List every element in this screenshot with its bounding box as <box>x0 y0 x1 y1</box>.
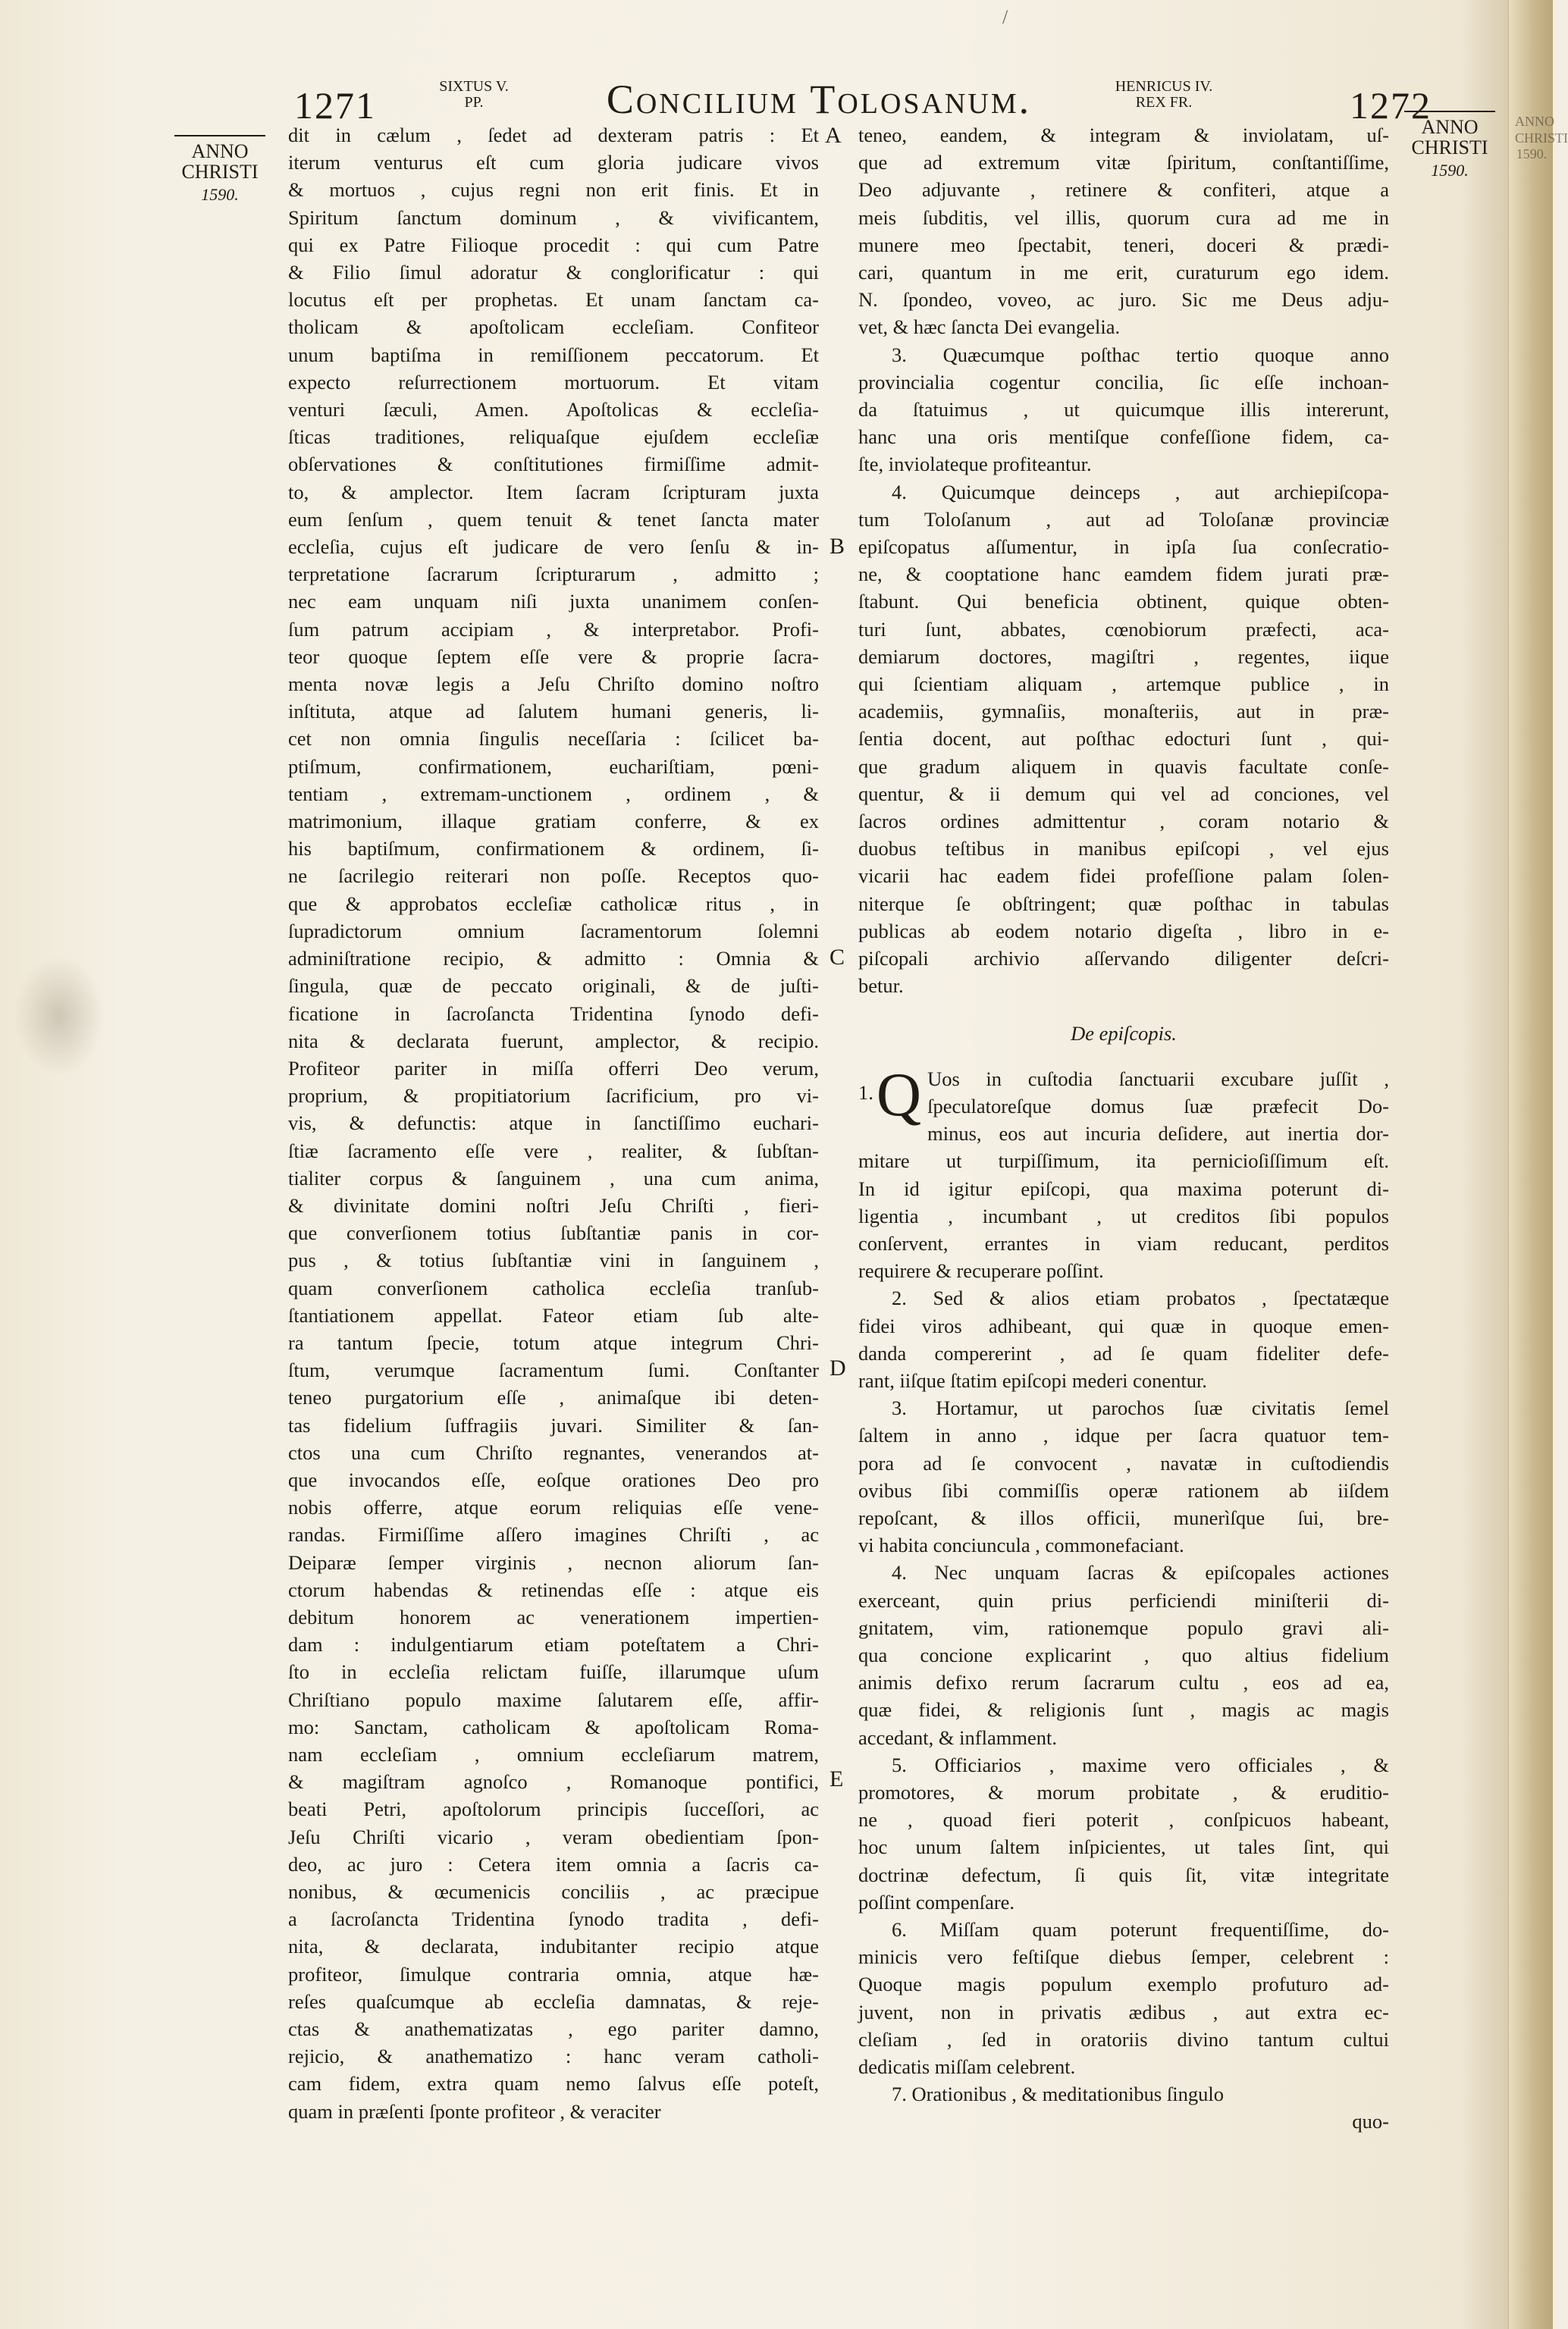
text-line: 2. Sed & alios etiam probatos , ſpectatæque <box>892 1287 1389 1310</box>
text-line: teneo, eandem, & integram & inviolatam, uſ- <box>858 124 1389 146</box>
text-line: que ad extremum vitæ ſpiritum, conſtantiſſime, <box>858 151 1389 174</box>
text-line: profiteor, ſimulque contraria omnia, atque hæ- <box>288 1962 819 1986</box>
text-line: cleſiam , ſed in oratoriis divino tantum cultui <box>858 2027 1389 2051</box>
text-line: academiis, gymnaſiis, monaſteriis, aut in præ- <box>858 700 1389 723</box>
text-line: nonibus, & œcumenicis conciliis , ac præcipue <box>288 1880 819 1903</box>
edge-label-2: CHRISTI <box>1515 130 1568 146</box>
text-line: nec eam unquam niſi juxta unanimem conſen- <box>288 590 819 613</box>
text-line: proprium, & propitiatorium ſacrificium, pro vi- <box>288 1084 819 1108</box>
text-line: ſaltem in anno , idque per ſacra quatuor tem- <box>858 1424 1389 1447</box>
text-line: qui ſcientiam aliquam , artemque publice , in <box>858 672 1389 696</box>
text-line: exerceant, quin prius perficiendi miniſterii di- <box>858 1588 1389 1612</box>
text-line: & magiſtram agnoſco , Romanoque pontifici, <box>288 1770 819 1794</box>
text-line: unum baptiſma in remiſſionem peccatorum. Et <box>288 343 819 366</box>
text-line: gnitatem, vim, rationemque populo gravi ali- <box>858 1616 1389 1639</box>
text-line: tialiter corpus & ſanguinem , una cum anima, <box>288 1166 819 1190</box>
margin-note-right <box>1404 111 1495 179</box>
text-line: teneo purgatorium eſſe , animaſque ibi deten- <box>288 1386 819 1409</box>
text-line: nita & declarata fuerunt, amplector, & recipio. <box>288 1029 819 1052</box>
text-line: ovibus ſibi commiſſis operæ rationem ab iiſdem <box>858 1478 1389 1502</box>
text-line: vis, & defunctis: atque in ſanctiſſimo euchari- <box>288 1111 819 1135</box>
text-line: 3. Quæcumque poſthac tertio quoque anno <box>892 343 1389 366</box>
text-line: ſingula, quæ de peccato originali, & de juſti- <box>288 974 819 998</box>
text-line: poſſint compenſare. <box>858 1890 1015 1914</box>
text-line: Quoque magis populum exemplo profuturo ad- <box>858 1973 1389 1996</box>
text-line: quæ fidei, & religionis ſunt , magis ac magis <box>858 1698 1389 1722</box>
text-line: Spiritum ſanctum dominum , & vivificantem, <box>288 205 819 229</box>
text-line: requirere & recuperare poſſint. <box>858 1259 1104 1283</box>
text-line: conſervent, errantes in viam reducant, perditos <box>858 1231 1389 1255</box>
text-line: nam eccleſiam , omnium eccleſiarum matrem, <box>288 1742 819 1766</box>
text-line: menta novæ legis a Jeſu Chriſto domino noſtro <box>288 672 819 696</box>
text-line: ne , quoad fieri poterit , conſpicuos habeant, <box>858 1808 1389 1832</box>
header-note-left-line1: SIXTUS V. <box>439 78 509 95</box>
text-line: tholicam & apoſtolicam eccleſiam. Confiteor <box>288 315 819 339</box>
facing-page-edge <box>1508 0 1553 2329</box>
text-line: expecto reſurrectionem mortuorum. Et vitam <box>288 370 819 393</box>
text-line: promotores, & morum probitate , & eruditio- <box>858 1780 1389 1804</box>
text-line: qua concione explicarint , quo altius fidelium <box>858 1643 1389 1666</box>
text-line: ficatione in ſacroſancta Tridentina ſynodo defi- <box>288 1002 819 1025</box>
chapter-number: 1. <box>858 1080 873 1104</box>
text-line: Profiteor pariter in miſſa offerri Deo verum, <box>288 1056 819 1080</box>
text-line: cam fidem, extra quam nemo ſalvus eſſe poteſt, <box>288 2072 819 2095</box>
text-line: ſtabunt. Qui beneficia obtinent, quique obten- <box>858 590 1389 613</box>
text-line: danda compererint , ad ſe quam fideliter defe- <box>858 1341 1389 1365</box>
text-line: beati Petri, apoſtolorum principis ſucceſſori, ac <box>288 1798 819 1821</box>
text-line: quam converſionem catholica eccleſia tranſub- <box>288 1276 819 1299</box>
text-line: ſentia docent, aut poſthac edocturi ſunt , qui- <box>858 727 1389 751</box>
margin-left-year: 1590. <box>201 184 239 204</box>
text-line: fidei viros adhibeant, qui quæ in quoque emen- <box>858 1314 1389 1337</box>
text-line: eccleſia, cujus eſt judicare de vero ſenſu & in- <box>288 535 819 559</box>
chapter-opening <box>858 1059 1389 1129</box>
text-line: tas fidelium ſuffragiis juvari. Similiter & ſan- <box>288 1413 819 1437</box>
text-line: ctorum habendas & retinendas eſſe : atque eis <box>288 1578 819 1601</box>
text-line: tentiam , extremam-unctionem , ordinem , & <box>288 782 819 805</box>
text-line: munere meo ſpectabit, teneri, doceri & prædi- <box>858 233 1389 256</box>
text-line: rejicio, & anathematizo : hanc veram catholi- <box>288 2045 819 2068</box>
bishops-chapter <box>858 1059 1389 2136</box>
text-line: & mortuos , cujus regni non erit finis. Et in <box>288 178 819 202</box>
top-mark: / <box>1002 6 1008 28</box>
text-line: Deo adjuvante , retinere & confiteri, atque a <box>858 178 1389 202</box>
header-note-right <box>1099 79 1228 111</box>
text-line: adminiſtratione recipio, & admitto : Omnia & <box>288 947 819 970</box>
text-line: ctas & anathematizatas , ego pariter damno, <box>288 2017 819 2041</box>
text-line: nobis offerre, atque eorum reliquias eſſe vene- <box>288 1496 819 1519</box>
header-note-right-line1: HENRICUS IV. <box>1115 78 1213 95</box>
text-line: accedant, & inflamment. <box>858 1726 1057 1749</box>
section-marker-d: D <box>829 1356 846 1381</box>
section-marker-c: C <box>829 945 845 970</box>
text-line: 4. Nec unquam ſacras & epiſcopales actiones <box>892 1561 1389 1585</box>
text-line: Deiparæ ſemper virginis , necnon aliorum ſan- <box>288 1550 819 1574</box>
text-line: cari, quantum in me erit, curaturum ego idem. <box>858 261 1389 284</box>
text-line: mo: Sanctam, catholicam & apoſtolicam Roma- <box>288 1715 819 1738</box>
text-line: vicarii hac eadem fidei profeſſione palam ſolen- <box>858 864 1389 888</box>
text-line: minus, eos aut incuria deſidere, aut inertia dor- <box>927 1122 1389 1146</box>
text-line: rant, iiſque ſtatim epiſcopi mederi conentur. <box>858 1368 1207 1392</box>
text-line: dedicatis miſſam celebrent. <box>858 2055 1076 2079</box>
text-line: randas. Firmiſſime aſſero imagines Chriſti , ac <box>288 1523 819 1547</box>
text-line: Chriſtiano populo maxime ſalutarem eſſe, affir- <box>288 1688 819 1711</box>
text-line: ctos una cum Chriſto regnantes, venerandos at- <box>288 1440 819 1464</box>
text-line: provincialia cogentur concilia, ſic eſſe inchoan- <box>858 370 1389 393</box>
text-line: & Filio ſimul adoratur & conglorificatur : qui <box>288 261 819 284</box>
text-line: obſervationes & conſtitutiones firmiſſime admit- <box>288 453 819 476</box>
text-line: dam : indulgentiarum etiam poteſtatem a Chri- <box>288 1633 819 1657</box>
header-note-right-line2: REX FR. <box>1135 94 1193 111</box>
text-line: 7. Orationibus , & meditationibus ſingulo <box>892 2083 1224 2106</box>
text-line: ne ſacrilegio reiterari non poſſe. Receptos quo- <box>288 864 819 888</box>
paper-stain <box>14 955 105 1077</box>
text-line: que & approbatos eccleſiæ catholicæ ritus , in <box>288 892 819 915</box>
text-line: ligentia , incumbant , ut creditos ſibi populos <box>858 1204 1389 1227</box>
text-line: publicas ab eodem notario digeſta , libro in e- <box>858 919 1389 942</box>
text-line: juvent, non in privatis ædibus , aut extra ec- <box>858 2000 1389 2023</box>
text-line: matrimonium, illaque gratiam conferre, & ex <box>288 810 819 833</box>
text-line: ſticas traditiones, reliquaſque ejuſdem eccleſiæ <box>288 425 819 449</box>
opening-line-1: Uos in cuſtodia ſanctuarii excubare juſſit , <box>927 1067 1389 1090</box>
text-line: ſum patrum accipiam , & interpretabor. Profi- <box>288 617 819 641</box>
text-line: betur. <box>858 974 904 998</box>
section-title-de-episcopis: De epiſcopis. <box>1071 1021 1177 1045</box>
text-line: meis ſubditis, vel illis, quorum cura ad me in <box>858 205 1389 229</box>
text-line: que invocandos eſſe, eoſque orationes Deo pro <box>288 1468 819 1491</box>
text-line: animis defixo rerum ſacrarum cultu , eos ad ea, <box>858 1671 1389 1694</box>
margin-right-year: 1590. <box>1431 160 1469 180</box>
text-line: N. ſpondeo, voveo, ac juro. Sic me Deus adju- <box>858 288 1389 312</box>
text-line: 4. Quicumque deinceps , aut archiepiſcopa- <box>892 480 1389 503</box>
text-line: 5. Officiarios , maxime vero officiales , & <box>892 1753 1389 1776</box>
text-line: que converſionem totius ſubſtantiæ panis in cor- <box>288 1221 819 1245</box>
text-line: ſupradictorum omnium ſacramentorum ſolemni <box>288 919 819 942</box>
margin-left-label2: CHRISTI <box>181 161 259 183</box>
text-line: que gradum aliquem in quavis facultate conſe- <box>858 754 1389 778</box>
drop-capital: Q <box>876 1059 922 1129</box>
text-line: demiarum doctores, magiſtri , regentes, iique <box>858 644 1389 668</box>
section-marker-e: E <box>829 1766 844 1791</box>
text-line: inſtituta, atque ad ſalutem humani generis, li- <box>288 700 819 723</box>
text-line: 6. Miſſam quam poterunt frequentiſſime, do- <box>892 1918 1389 1941</box>
margin-note-left <box>174 135 265 203</box>
edge-label-1: ANNO <box>1515 114 1554 129</box>
text-line: to, & amplector. Item ſacram ſcripturam juxta <box>288 480 819 503</box>
text-line: ſtiæ ſacramento eſſe vere , realiter, & ſubſtan- <box>288 1139 819 1162</box>
page-number-right: 1272 <box>1350 84 1432 127</box>
text-line: qui ex Patre Filioque procedit : qui cum Patre <box>288 233 819 256</box>
text-line: a ſacroſancta Tridentina ſynodo tradita , defi- <box>288 1907 819 1931</box>
text-line: quam in præſenti ſponte profiteor , & veraciter <box>288 2099 661 2123</box>
catchword: quo- <box>1352 2110 1389 2133</box>
text-line: ne, & cooptatione hanc eamdem fidem jurati præ- <box>858 563 1389 586</box>
text-line: Jeſu Chriſti vicario , veram obedientiam ſpon- <box>288 1825 819 1848</box>
text-line: hanc una oris mentiſque confeſſione fidem, ca- <box>858 425 1389 449</box>
text-line: vet, & hæc ſancta Dei evangelia. <box>858 315 1121 339</box>
text-line: teor quoque ſeptem eſſe vere & proprie ſacra- <box>288 644 819 668</box>
chapter-body <box>858 1120 1389 2108</box>
text-line: cet non omnia ſingulis neceſſaria : ſcilicet ba- <box>288 727 819 751</box>
text-line: debitum honorem ac venerationem impertien- <box>288 1605 819 1628</box>
text-line: dit in cælum , ſedet ad dexteram patris : Et <box>288 124 819 146</box>
text-line: pus , & totius ſubſtantiæ vini in ſanguinem , <box>288 1249 819 1272</box>
text-line: iterum venturus eſt cum gloria judicare vivos <box>288 151 819 174</box>
text-line: eum ſenſum , quem tenuit & tenet ſancta mater <box>288 507 819 531</box>
text-line: ſacros ordines admittentur , coram notario & <box>858 810 1389 833</box>
opening-line-2: ſpeculatoreſque domus ſuæ præfecit Do- <box>927 1094 1389 1117</box>
text-line: pora ad ſe convocent , navatæ in cuſtodiendis <box>858 1451 1389 1475</box>
text-column-right <box>858 121 1389 2136</box>
edge-year: 1590. <box>1516 146 1548 162</box>
text-line: ſtantiationem appellat. Fateor etiam ſub alte- <box>288 1303 819 1327</box>
text-line: doctrinæ defectum, ſi quis ſit, vitæ integritate <box>858 1863 1389 1886</box>
text-line: & divinitate domini noſtri Jeſu Chriſti , fieri- <box>288 1193 819 1217</box>
text-line: niterque ſe obſtringent; quæ poſthac in tabulas <box>858 892 1389 915</box>
text-line: repoſcant, & illos officii, munerìſque ſui, bre- <box>858 1506 1389 1529</box>
section-marker-a: A <box>825 123 842 148</box>
text-line: reſes quaſcumque ab eccleſia damnatas, & reje- <box>288 1989 819 2013</box>
text-line: tum Toloſanum , aut ad Toloſanæ provinciæ <box>858 507 1389 531</box>
text-line: da ſtatuimus , ut quicumque illis intererunt, <box>858 398 1389 422</box>
text-line: ſte, inviolateque profiteantur. <box>858 453 1092 476</box>
page-title: Concilium Tolosanum. <box>606 77 1032 122</box>
text-line: quentur, & ii demum qui vel ad conciones, vel <box>858 782 1389 805</box>
margin-left-label1: ANNO <box>174 135 265 161</box>
text-column-left <box>288 121 819 2125</box>
text-line: vi habita conciuncula , commonefaciant. <box>858 1534 1184 1557</box>
text-line: ſtum, verumque ſacramentum ſumi. Conſtanter <box>288 1359 819 1382</box>
header-note-left-line2: PP. <box>464 94 484 111</box>
text-line: locutus eſt per prophetas. Et unam ſanctam ca- <box>288 288 819 312</box>
margin-right-label2: CHRISTI <box>1411 136 1488 159</box>
text-line: piſcopali archivio aſſervando diligenter deſcri- <box>858 947 1389 970</box>
text-line: his baptiſmum, confirmationem & ordinem, ſi- <box>288 837 819 860</box>
section-marker-b: B <box>829 534 845 559</box>
text-line: turi ſunt, abbates, cœnobiorum præfecti, aca- <box>858 617 1389 641</box>
text-line: epiſcopatus aſſumentur, in ipſa ſua conſecratio- <box>858 535 1389 559</box>
text-line: terpretatione ſacrarum ſcripturarum , admitto ; <box>288 563 819 586</box>
text-line: mitare ut turpiſſimum, ita pernicioſiſſimum eſt. <box>858 1149 1389 1173</box>
header-note-left <box>425 79 523 111</box>
text-line: ra tantum ſpecie, totum atque integrum Chri- <box>288 1331 819 1354</box>
text-line: 3. Hortamur, ut parochos ſuæ civitatis ſemel <box>892 1396 1389 1420</box>
text-line: duobus teſtibus in manibus epiſcopi , vel ejus <box>858 837 1389 860</box>
text-line: ptiſmum, confirmationem, euchariſtiam, pœni- <box>288 754 819 778</box>
text-line: In id igitur epiſcopi, qua maxima poterunt di- <box>858 1177 1389 1200</box>
page-number-left: 1271 <box>294 84 376 127</box>
text-line: hoc unum ſaltem inſpicientes, ut tales ſint, qui <box>858 1835 1389 1859</box>
text-line: ſto in eccleſia relictam fuiſſe, illarumque uſum <box>288 1660 819 1684</box>
text-line: venturi ſæculi, Amen. Apoſtolicas & eccleſia- <box>288 398 819 422</box>
text-line: nita, & declarata, indubitanter recipio atque <box>288 1935 819 1958</box>
text-line: deo, ac juro : Cetera item omnia a ſacris ca- <box>288 1852 819 1876</box>
margin-right-label1: ANNO <box>1404 111 1495 137</box>
oath-text <box>858 121 1389 1000</box>
text-line: minicis vero feſtiſque diebus ſemper, celebrent : <box>858 1945 1389 1969</box>
